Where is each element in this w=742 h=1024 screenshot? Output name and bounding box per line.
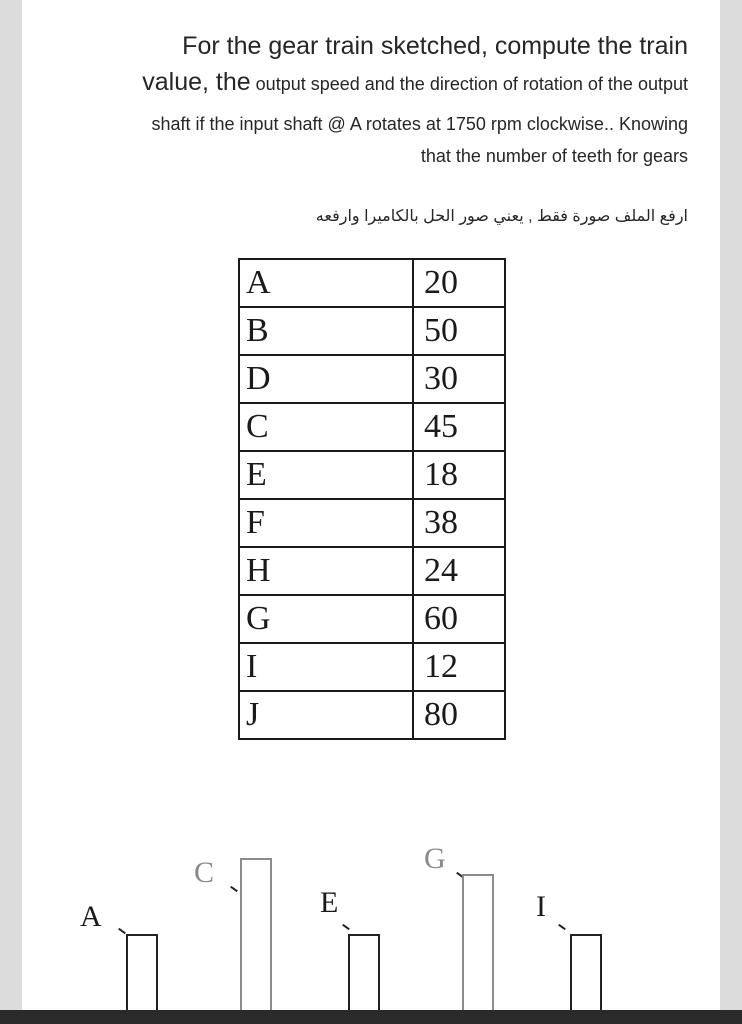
- leader-tick: [230, 886, 238, 892]
- gear-c-shape: [240, 858, 272, 1010]
- question-line-2-large: value, the: [142, 68, 251, 96]
- question-line-1: For the gear train sketched, compute the train: [182, 32, 688, 60]
- table-row: [239, 451, 505, 499]
- gear-name: H: [239, 547, 413, 595]
- gear-teeth-table: [238, 258, 506, 740]
- gear-teeth: 24: [413, 547, 505, 595]
- gear-label-g: G: [424, 842, 446, 875]
- question-line-2: [52, 62, 688, 106]
- table-row: [239, 691, 505, 739]
- gear-train-sketch: [22, 830, 720, 1010]
- gear-i-shape: [570, 934, 602, 1010]
- gear-a-shape: [126, 934, 158, 1010]
- question-line-2-small: output speed and the direction of rotation of the output: [250, 74, 688, 94]
- gear-e-shape: [348, 934, 380, 1010]
- gear-name: D: [239, 355, 413, 403]
- table-row: [239, 259, 505, 307]
- gear-teeth: 80: [413, 691, 505, 739]
- gear-teeth: 38: [413, 499, 505, 547]
- gear-label-a: A: [80, 900, 102, 933]
- leader-tick: [342, 924, 350, 930]
- gear-name: B: [239, 307, 413, 355]
- gear-teeth: 60: [413, 595, 505, 643]
- question-line-4: that the number of teeth for gears: [420, 146, 688, 166]
- gear-name: F: [239, 499, 413, 547]
- gear-label-e: E: [320, 886, 339, 919]
- question-text: [52, 30, 688, 172]
- gear-teeth: 18: [413, 451, 505, 499]
- leader-tick: [558, 924, 566, 930]
- table-row: [239, 355, 505, 403]
- question-line-3: shaft if the input shaft @ A rotates at 1750 rpm clockwise.. Knowing: [151, 114, 688, 134]
- gear-label-c: C: [194, 856, 215, 889]
- question-card: [22, 0, 720, 1010]
- gear-teeth: 30: [413, 355, 505, 403]
- gear-name: C: [239, 403, 413, 451]
- table-row: [239, 403, 505, 451]
- gear-label-i: I: [536, 890, 546, 923]
- table-row: [239, 595, 505, 643]
- gear-teeth: 50: [413, 307, 505, 355]
- table-row: [239, 499, 505, 547]
- gear-teeth: 20: [413, 259, 505, 307]
- upload-instruction: ارفع الملف صورة فقط , يعني صور الحل بالكاميرا وارفعه: [315, 208, 688, 225]
- leader-tick: [118, 928, 126, 934]
- gear-g-shape: [462, 874, 494, 1010]
- gear-teeth: 45: [413, 403, 505, 451]
- gear-name: E: [239, 451, 413, 499]
- bottom-bar: [0, 1010, 742, 1024]
- gear-name: G: [239, 595, 413, 643]
- table-row: [239, 643, 505, 691]
- gear-teeth: 12: [413, 643, 505, 691]
- table-row: [239, 547, 505, 595]
- gear-name: A: [239, 259, 413, 307]
- gear-name: J: [239, 691, 413, 739]
- gear-name: I: [239, 643, 413, 691]
- table-row: [239, 307, 505, 355]
